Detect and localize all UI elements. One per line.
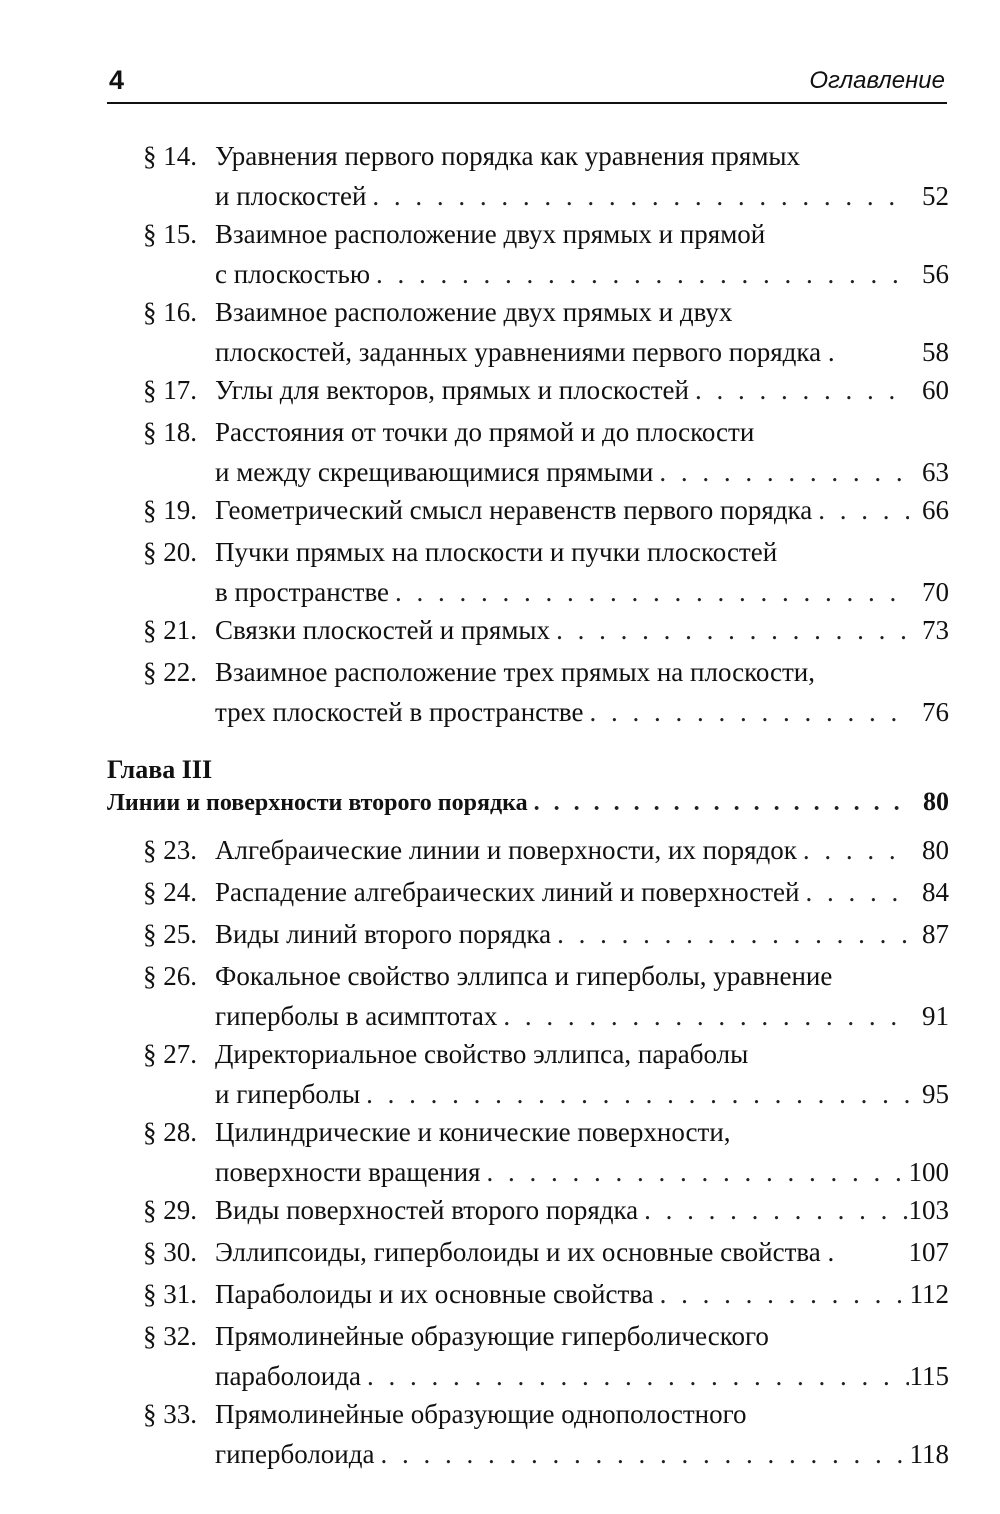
page-ref: 58 (922, 337, 949, 367)
page-ref: 118 (909, 1439, 949, 1469)
section-title-line: с плоскостью (215, 259, 370, 289)
section-title-line: Пучки прямых на плоскости и пучки плоскостей (215, 537, 778, 567)
section-title-line: трех плоскостей в пространстве (215, 697, 584, 727)
section-number: § 26. (143, 961, 197, 991)
toc-entry-31[interactable] (143, 1274, 949, 1314)
toc-entry-23[interactable] (143, 830, 949, 870)
leader-dots (389, 572, 909, 612)
leader-dots (497, 996, 909, 1036)
leader-dots (551, 914, 909, 954)
section-title-line: Директориальное свойство эллипса, параболы (215, 1039, 749, 1069)
leader-dots (584, 692, 910, 732)
section-title-line: Алгебраические линии и поверхности, их порядок (215, 835, 797, 865)
section-number: § 27. (143, 1039, 197, 1069)
section-number: § 25. (143, 919, 197, 949)
page-ref: 56 (922, 259, 949, 289)
section-title-line: Параболоиды и их основные свойства (215, 1279, 654, 1309)
section-title-line: Цилиндрические и конические поверхности, (215, 1117, 731, 1147)
toc-entry-17[interactable] (143, 370, 949, 410)
toc-entry-32[interactable] (143, 1316, 949, 1396)
toc-entry-29[interactable] (143, 1190, 949, 1230)
section-title-line: Взаимное расположение двух прямых и двух (215, 297, 733, 327)
toc-entry-16[interactable] (143, 292, 949, 372)
toc-entry-25[interactable] (143, 914, 949, 954)
page-header (107, 62, 947, 102)
leader-dots (654, 1274, 909, 1314)
section-number: § 14. (143, 141, 197, 171)
page-ref: 115 (909, 1361, 949, 1391)
leader-dots (366, 176, 909, 216)
section-number: § 17. (143, 375, 197, 405)
section-title-line: и гиперболы (215, 1079, 361, 1109)
section-title-line: Виды поверхностей второго порядка (215, 1195, 639, 1225)
section-number: § 21. (143, 615, 197, 645)
section-number: § 32. (143, 1321, 197, 1351)
page-ref: 91 (922, 1001, 949, 1031)
chapter-label: Глава III (107, 755, 213, 784)
page-ref: 66 (922, 495, 949, 525)
page-ref: 73 (922, 615, 949, 645)
toc-entry-27[interactable] (143, 1034, 949, 1114)
section-number: § 19. (143, 495, 197, 525)
leader-dots (374, 1434, 909, 1474)
leader-dots (797, 830, 909, 870)
section-title-line: Фокальное свойство эллипса и гиперболы, уравнение (215, 961, 833, 991)
section-title-line: в пространстве (215, 577, 390, 607)
leader-dots (361, 1356, 909, 1396)
page-number: 4 (109, 65, 125, 95)
section-title-line: плоскостей, заданных уравнениями первого порядка . (215, 337, 835, 367)
running-title: Оглавление (809, 67, 945, 94)
section-number: § 30. (143, 1237, 197, 1267)
page-ref: 103 (908, 1195, 949, 1225)
toc-entry-26[interactable] (143, 956, 949, 1036)
leader-dots (480, 1152, 908, 1192)
toc-entry-14[interactable] (143, 136, 949, 216)
section-title-line: Взаимное расположение трех прямых на плоскости, (215, 657, 815, 687)
section-title-line: Уравнения первого порядка как уравнения прямых (215, 141, 801, 171)
toc-entry-21[interactable] (143, 610, 949, 650)
section-title-line: Эллипсоиды, гиперболоиды и их основные свойства . (215, 1237, 835, 1267)
section-title-line: и между скрещивающимися прямыми (215, 457, 654, 487)
toc-entry-19[interactable] (143, 490, 949, 530)
leader-dots (638, 1190, 908, 1230)
section-number: § 24. (143, 877, 197, 907)
section-title-line: Геометрический смысл неравенств первого порядка (215, 495, 813, 525)
page-ref: 84 (922, 877, 949, 907)
section-title-line: поверхности вращения (215, 1157, 481, 1187)
leader-dots (799, 872, 909, 912)
leader-dots (550, 610, 909, 650)
toc-entry-30[interactable] (143, 1232, 949, 1272)
section-title-line: и плоскостей (215, 181, 367, 211)
section-number: § 18. (143, 417, 197, 447)
page-ref: 80 (922, 835, 949, 865)
page-ref: 87 (922, 919, 949, 949)
toc-entry-28[interactable] (143, 1112, 949, 1192)
page-ref: 107 (908, 1237, 949, 1267)
section-title-line: Взаимное расположение двух прямых и прямой (215, 219, 766, 249)
section-title-line: Связки плоскостей и прямых (215, 615, 551, 645)
toc-entry-24[interactable] (143, 872, 949, 912)
page-ref: 60 (922, 375, 949, 405)
chapter-title: Линии и поверхности второго порядка (107, 790, 528, 816)
toc-entry-18[interactable] (143, 412, 949, 492)
section-number: § 31. (143, 1279, 197, 1309)
section-title-line: Углы для векторов, прямых и плоскостей (215, 375, 689, 405)
section-number: § 16. (143, 297, 197, 327)
section-title-line: Прямолинейные образующие гиперболического (215, 1321, 769, 1351)
leader-dots (360, 1074, 909, 1114)
page-ref: 100 (908, 1157, 949, 1187)
page-ref: 63 (922, 457, 949, 487)
section-number: § 23. (143, 835, 197, 865)
page-ref: 76 (922, 697, 949, 727)
page-ref: 70 (922, 577, 949, 607)
toc-entry-33[interactable] (143, 1394, 949, 1474)
toc-chapter-3[interactable] (107, 782, 949, 822)
section-title-line: Распадение алгебраических линий и поверхностей (215, 877, 800, 907)
section-number: § 28. (143, 1117, 197, 1147)
section-title-line: Виды линий второго порядка (215, 919, 552, 949)
leader-dots (812, 490, 909, 530)
section-title-line: параболоида (215, 1361, 361, 1391)
page-ref: 112 (909, 1279, 949, 1309)
section-title-line: Расстояния от точки до прямой и до плоскости (215, 417, 755, 447)
page-ref: 52 (922, 181, 949, 211)
toc-entry-15[interactable] (143, 214, 949, 294)
leader-dots (653, 452, 909, 492)
page-ref: 80 (923, 787, 949, 816)
toc-entry-22[interactable] (143, 652, 949, 732)
section-title-line: Прямолинейные образующие однополостного (215, 1399, 747, 1429)
leader-dots (528, 783, 909, 823)
section-number: § 22. (143, 657, 197, 687)
section-number: § 20. (143, 537, 197, 567)
leader-dots (370, 254, 909, 294)
toc-entry-20[interactable] (143, 532, 949, 612)
page-ref: 95 (922, 1079, 949, 1109)
section-title-line: гиперболоида (215, 1439, 375, 1469)
leader-dots (689, 370, 909, 410)
section-number: § 29. (143, 1195, 197, 1225)
section-number: § 33. (143, 1399, 197, 1429)
section-number: § 15. (143, 219, 197, 249)
header-rule (107, 102, 947, 104)
section-title-line: гиперболы в асимптотах (215, 1001, 498, 1031)
